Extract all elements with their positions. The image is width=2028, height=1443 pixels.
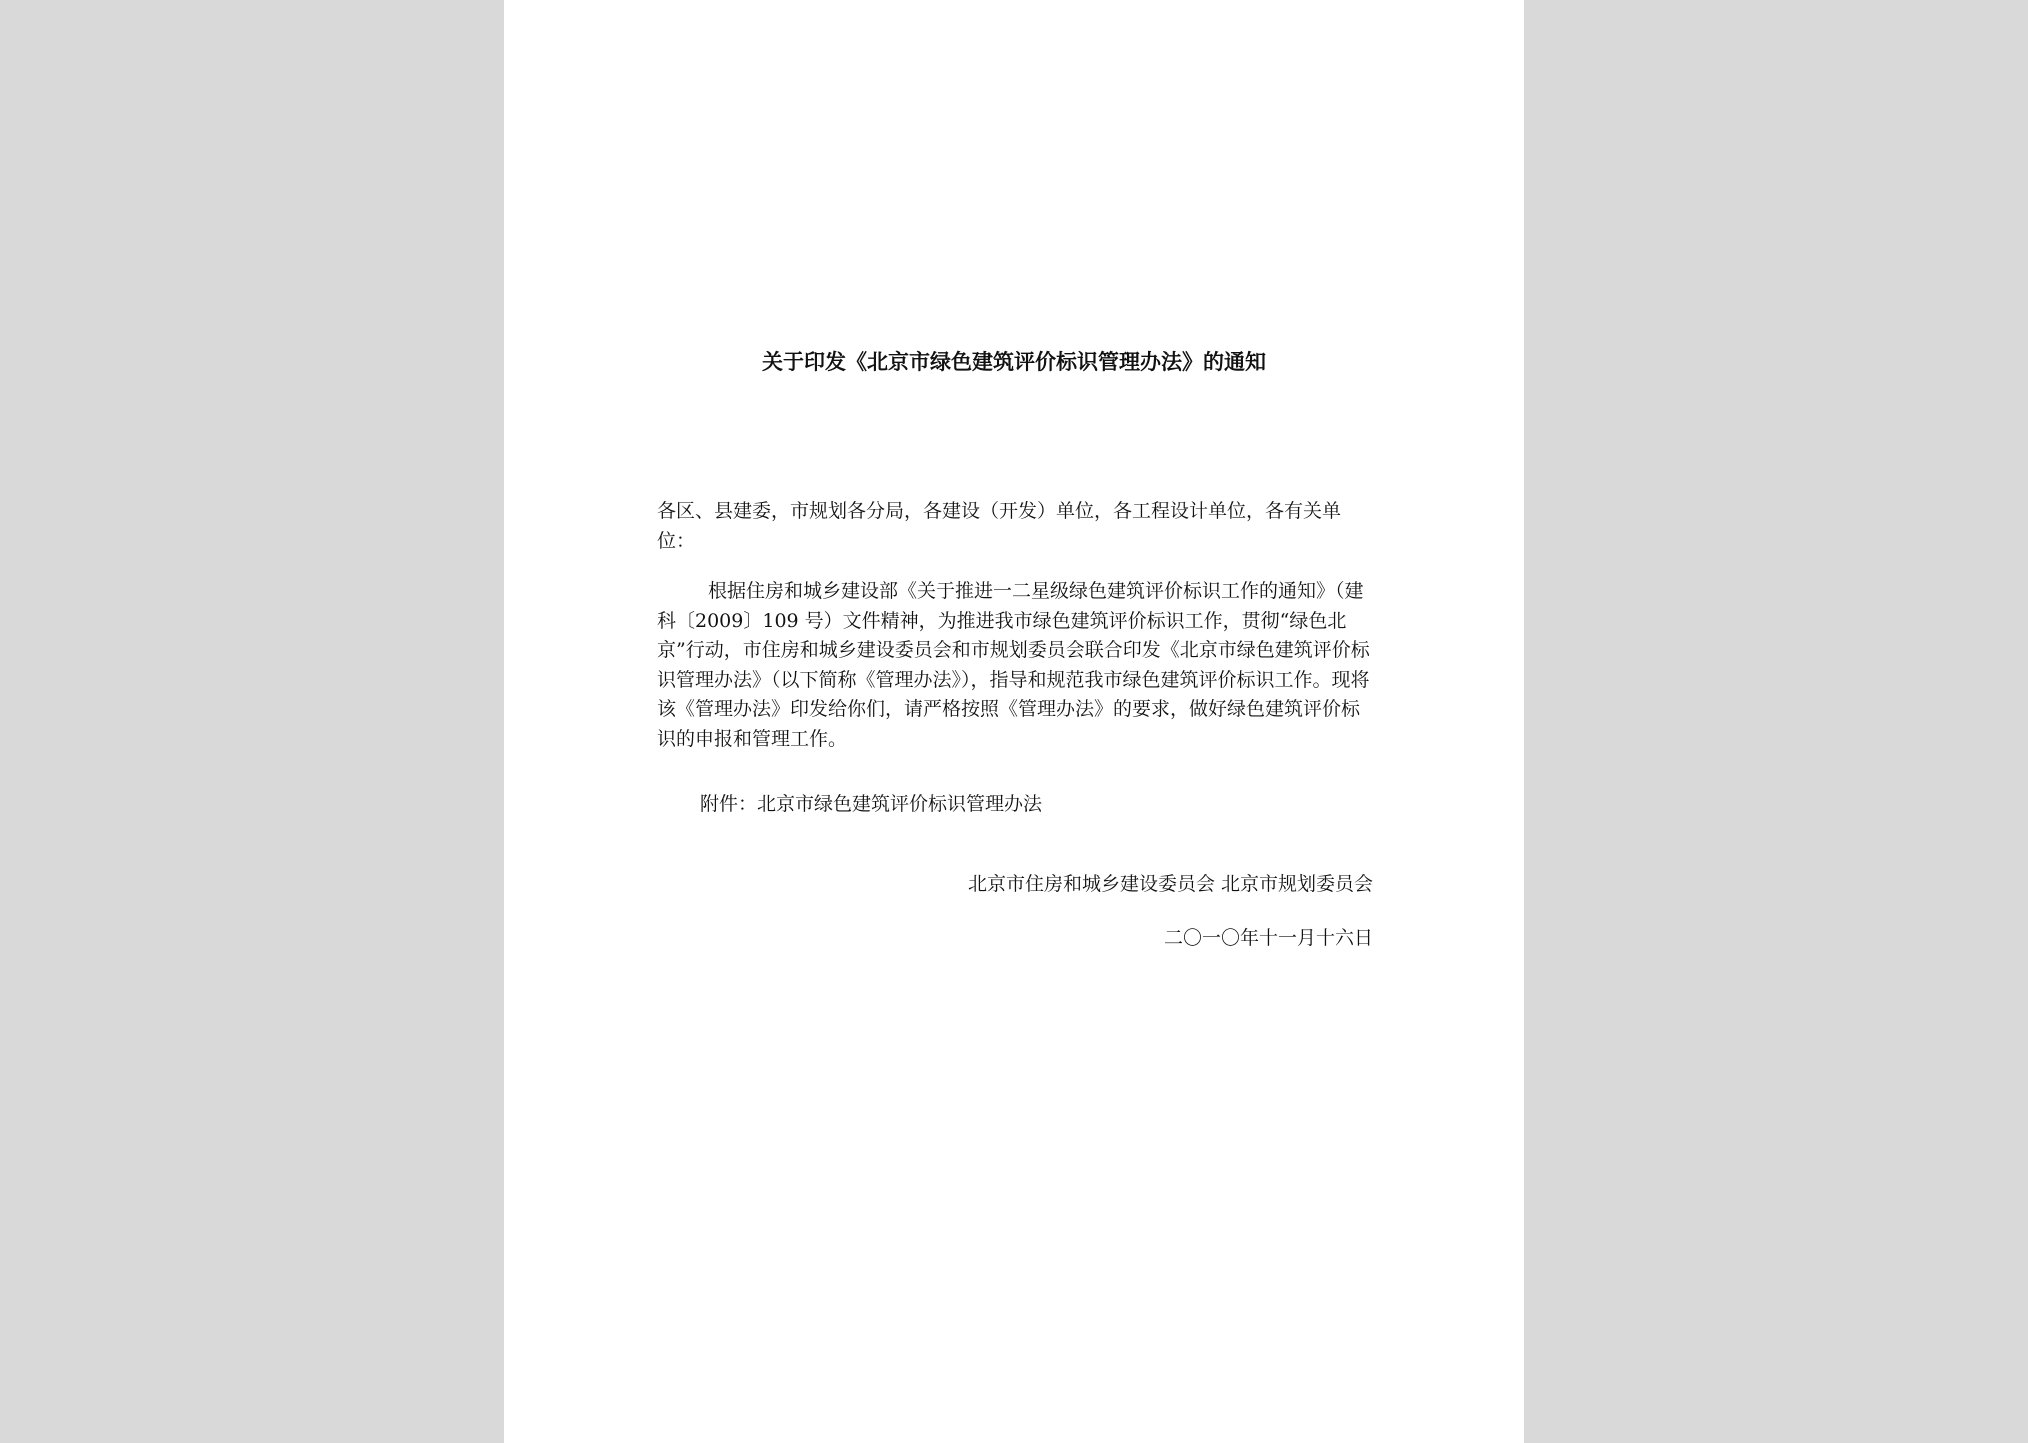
issue-date: 二〇一〇年十一月十六日 <box>1163 927 1373 949</box>
document-title: 关于印发《北京市绿色建筑评价标识管理办法》的通知 <box>762 349 1266 374</box>
issuer-signature: 北京市住房和城乡建设委员会 北京市规划委员会 <box>967 873 1373 895</box>
body-paragraph: 根据住房和城乡建设部《关于推进一二星级绿色建筑评价标识工作的通知》（建科〔2009〕109 号）文件精神，为推进我市绿色建筑评价标识工作，贯彻“绿色北京”行动，市住房和城乡建设委员会和市规划委员会联合印发《北京市绿色建筑评价标识管理办法》（以下简称《管理办法》），指导和规范我市绿色建筑评价标识工作。现将该《管理办法》印发给你们，请严格按照《管理办法》的要求，做好绿色建筑评价标识的申报和管理工作。 <box>657 580 1370 750</box>
document-page <box>504 0 1524 1443</box>
recipients-line: 各区、县建委，市规划各分局，各建设（开发）单位，各工程设计单位，各有关单位： <box>657 500 1342 552</box>
attachment-line: 附件：北京市绿色建筑评价标识管理办法 <box>700 793 1043 815</box>
